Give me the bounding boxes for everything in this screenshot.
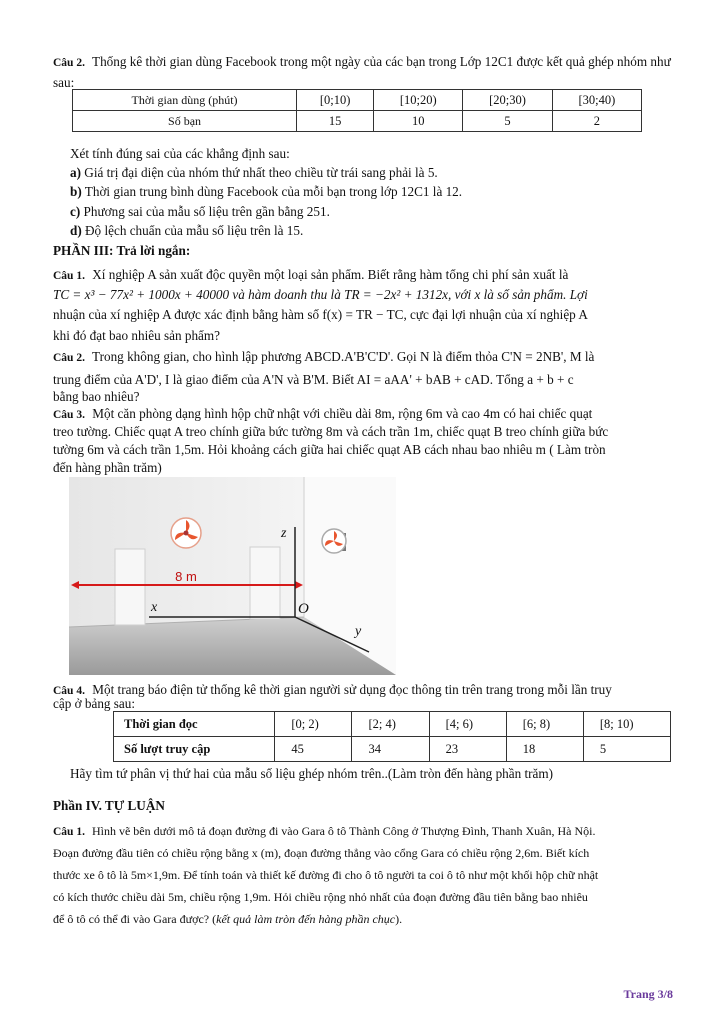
part3-q2-line3: bằng bao nhiêu? xyxy=(53,389,140,404)
question-label: Câu 2. xyxy=(53,352,85,364)
statement-label: c) xyxy=(70,204,81,219)
table-cell: 34 xyxy=(352,737,429,762)
question-text: Một căn phòng dạng hình hộp chữ nhật với chiều dài 8m, rộng 6m và cao 4m có hai chiếc quạt xyxy=(92,406,593,421)
question-note: kết quả làm tròn đến hàng phần chục xyxy=(216,912,396,926)
fan-b-icon xyxy=(322,529,346,553)
part3-q3-line4: đến hàng phần trăm) xyxy=(53,460,162,475)
part4-heading: Phần IV. TỰ LUẬN xyxy=(53,798,165,813)
table-cell: 23 xyxy=(429,737,506,762)
part3-q4-question: Hãy tìm tứ phân vị thứ hai của mẫu số liệu ghép nhóm trên..(Làm tròn đến hàng phần trăm) xyxy=(70,766,554,781)
statement-a xyxy=(70,163,690,182)
table-cell: [20;30) xyxy=(463,90,552,111)
question-text: Một trang báo điện tử thống kê thời gian người sử dụng đọc thông tin trên trang trong mỗi lần truy xyxy=(92,682,612,697)
right-door xyxy=(250,547,280,619)
room-fan-figure xyxy=(69,477,396,675)
part4-q1-line2: Đoạn đường đầu tiên có chiều rộng bằng x (m), đoạn đường thẳng vào cổng Gara có chiều rộng 2,6m. Biết kích xyxy=(53,846,590,860)
question-text: để ô tô có thể đi vào Gara được? ( xyxy=(53,912,217,926)
part4-q1-line3: thước xe ô tô là 5m×1,9m. Để tính toán và thiết kế đường đi cho ô tô người ta coi ô tô như một khối hộp chữ nhật xyxy=(53,868,599,882)
statement-text: Độ lệch chuẩn của mẫu số liệu trên là 15. xyxy=(85,223,304,238)
statements-intro: Xét tính đúng sai của các khẳng định sau: xyxy=(70,146,290,161)
statement-d xyxy=(70,221,690,240)
table-row xyxy=(114,737,671,762)
table-row xyxy=(114,712,671,737)
question-label: Câu 1. xyxy=(53,826,85,838)
statement-c xyxy=(70,202,690,221)
question-text-end: ). xyxy=(395,912,403,926)
table-cell: 18 xyxy=(506,737,583,762)
facebook-time-table xyxy=(72,89,642,132)
question-text: Trong không gian, cho hình lập phương ABCD.A'B'C'D'. Gọi N là điểm thỏa C'N = 2NB', M là xyxy=(92,349,595,364)
length-label: 8 m xyxy=(175,569,197,584)
part3-q1-line4: khi đó đạt bao nhiêu sản phẩm? xyxy=(53,328,221,343)
statement-text: Phương sai của mẫu số liệu trên gần bằng 251. xyxy=(83,204,330,219)
table-cell: 15 xyxy=(297,111,374,132)
x-axis-label: x xyxy=(151,600,158,615)
fan-a-icon xyxy=(171,518,201,548)
origin-label: O xyxy=(298,601,309,617)
statement-b xyxy=(70,182,690,201)
statement-label: a) xyxy=(70,165,81,180)
question-label: Câu 4. xyxy=(53,685,85,697)
cau2-stat-question xyxy=(53,52,673,92)
table-cell: [6; 8) xyxy=(506,712,583,737)
table-cell: 5 xyxy=(583,737,670,762)
left-door xyxy=(115,549,145,625)
table-header-cell: Thời gian dùng (phút) xyxy=(73,90,297,111)
table-cell: [2; 4) xyxy=(352,712,429,737)
part4-q1-line1 xyxy=(53,821,673,843)
table-cell: [0; 2) xyxy=(275,712,352,737)
table-row xyxy=(73,111,642,132)
table-cell: 2 xyxy=(552,111,641,132)
z-axis-label: z xyxy=(281,526,287,541)
table-row xyxy=(73,90,642,111)
table-header-cell: Thời gian đọc xyxy=(114,712,275,737)
table-cell: 10 xyxy=(374,111,463,132)
statement-text: Thời gian trung bình dùng Facebook của mỗi bạn trong lớp 12C1 là 12. xyxy=(84,184,463,199)
question-label: Câu 1. xyxy=(53,270,85,282)
question-label: Câu 2. xyxy=(53,57,85,69)
part3-q2-line2: trung điểm của A'D', I là giao điểm của A'N và B'M. Biết AI = aAA' + bAB + cAD. Tổng a + b + c xyxy=(53,372,574,387)
statement-text: Giá trị đại diện của nhóm thứ nhất theo chiều từ trái sang phải là 5. xyxy=(84,165,438,180)
part3-q3-line3: tường 6m và cách trần 1,5m. Hỏi khoảng cách giữa hai chiếc quạt AB cách nhau bao nhiêu m ( Làm tròn xyxy=(53,442,606,457)
question-text: Hình vẽ bên dưới mô tả đoạn đường đi vào Gara ô tô Thành Công ở Thượng Đình, Thanh Xuân, Hà Nội. xyxy=(91,824,596,838)
part3-q3-line2: treo tường. Chiếc quạt A treo chính giữa bức tường 8m và cách trần 1m, chiếc quạt B treo chính giữa bức xyxy=(53,424,609,439)
part3-q4-line2: cập ở bảng sau: xyxy=(53,696,136,711)
reading-time-table xyxy=(113,711,671,762)
part3-q1-line1 xyxy=(53,265,673,286)
part4-q1-line5 xyxy=(53,909,673,930)
table-cell: [8; 10) xyxy=(583,712,670,737)
question-label: Câu 3. xyxy=(53,409,85,421)
table-cell: [30;40) xyxy=(552,90,641,111)
table-header-cell: Số lượt truy cập xyxy=(114,737,275,762)
page-number: Trang 3/8 xyxy=(623,987,673,1001)
table-header-cell: Số bạn xyxy=(73,111,297,132)
part3-q1-line2: TC = x³ − 77x² + 1000x + 40000 và hàm doanh thu là TR = −2x² + 1312x, với x là số sản phẩm. Lợi xyxy=(53,287,588,302)
table-cell: [10;20) xyxy=(374,90,463,111)
question-text: Xí nghiệp A sản xuất độc quyền một loại sản phẩm. Biết rằng hàm tổng chi phí sản xuất là xyxy=(92,267,569,282)
table-cell: [0;10) xyxy=(297,90,374,111)
question-text: Thống kê thời gian dùng Facebook trong một ngày của các bạn trong Lớp 12C1 được kết quả ghép nhóm như sau: xyxy=(53,54,671,90)
part4-q1-line4: có kích thước chiều dài 5m, chiều rộng 1,9m. Hỏi chiều rộng nhỏ nhất của đoạn đường đầu tiên bằng bao nhiêu xyxy=(53,890,588,904)
part3-heading: PHẦN III: Trả lời ngắn: xyxy=(53,243,191,258)
y-axis-label: y xyxy=(355,624,362,639)
statement-label: d) xyxy=(70,223,82,238)
part3-q1-line3: nhuận của xí nghiệp A được xác định bằng hàm số f(x) = TR − TC, cực đại lợi nhuận của xí nghiệp A xyxy=(53,307,588,322)
part3-q2-line1 xyxy=(53,347,673,368)
statement-label: b) xyxy=(70,184,82,199)
table-cell: 5 xyxy=(463,111,552,132)
table-cell: [4; 6) xyxy=(429,712,506,737)
table-cell: 45 xyxy=(275,737,352,762)
